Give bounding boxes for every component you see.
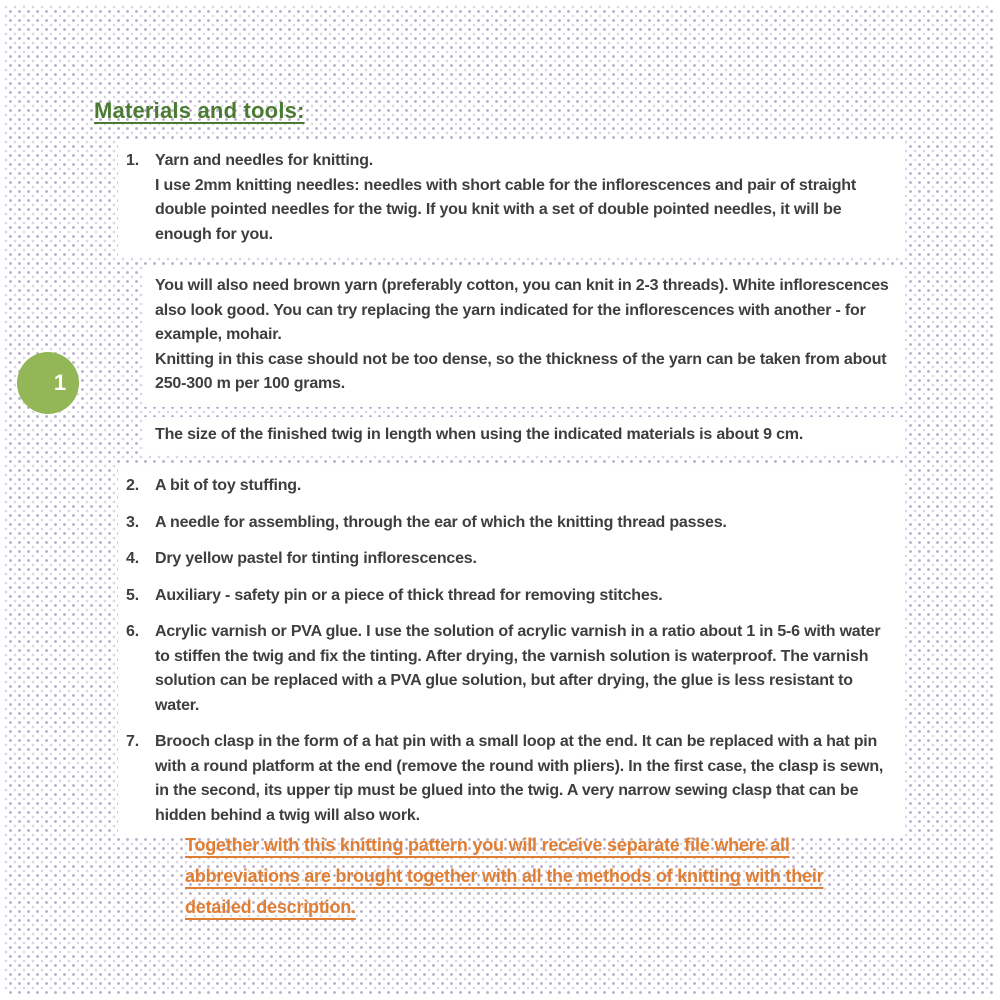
list-item-number: 2. <box>126 477 139 494</box>
page-title: Materials and tools: <box>94 98 305 123</box>
list-item <box>118 140 905 257</box>
list-item <box>118 474 895 499</box>
list-item <box>118 511 895 536</box>
list-item-number: 7. <box>126 733 139 750</box>
list-item-number: 1. <box>126 152 139 169</box>
list-item <box>118 584 895 609</box>
list-item-text: Brooch clasp in the form of a hat pin with a small loop at the end. It can be replaced with a hat pin with a round platform at the end (remove the round with pliers). In the first case, the clasp is sewn, in the second, its upper tip must be glued into the twig. A very narrow sewing clasp that can be hidden behind a twig will also work. <box>155 733 884 824</box>
page-number: 1 <box>53 370 67 395</box>
list-item <box>118 730 895 828</box>
note-yarn <box>143 266 905 407</box>
item1-body: I use 2mm knitting needles: needles with short cable for the inflorescences and pair of straight double pointed needles for the twig. If you knit with a set of double pointed needles, it will be enough for you. <box>155 176 856 243</box>
note-yarn-paragraph-2: Knitting in this case should not be too dense, so the thickness of the yarn can be taken from about 250-300 m per 100 grams. <box>155 350 887 392</box>
list-item-text: A bit of toy stuffing. <box>155 477 302 494</box>
list-item-text <box>155 149 895 247</box>
page-number-badge <box>17 352 79 414</box>
list-item-text: Acrylic varnish or PVA glue. I use the solution of acrylic varnish in a ratio about 1 in 5-6 with water to stiffen the twig and fix the tinting. After drying, the varnish solution is waterproof. The varnish solution can be replaced with a PVA glue solution, but after drying, the glue is less resistant to water. <box>155 623 881 714</box>
list-item-number: 5. <box>126 586 139 604</box>
note-size: The size of the finished twig in length when using the indicated materials is about 9 cm. <box>143 417 905 456</box>
note-yarn-paragraph-1: You will also need brown yarn (preferably cotton, you can knit in 2-3 threads). White inflorescences also look good. You can try replacing the yarn indicated for the inflorescences with another - for example, mohair. <box>155 277 889 343</box>
list-item-number: 4. <box>126 550 139 567</box>
list-item-number: 3. <box>126 513 139 531</box>
list-items-2-7 <box>118 465 905 837</box>
item1-title: Yarn and needles for knitting. <box>155 152 374 169</box>
list-item-text: Auxiliary - safety pin or a piece of thick thread for removing stitches. <box>155 586 663 604</box>
list-item-text: A needle for assembling, through the ear of which the knitting thread passes. <box>155 513 727 531</box>
list-item-number: 6. <box>126 623 139 640</box>
list-item <box>118 547 895 572</box>
materials-list <box>118 140 905 837</box>
bonus-file-note: Together with this knitting pattern you will receive separate file where all abbreviations are brought together with all the methods of knitting with their detailed description. <box>185 835 824 917</box>
list-item-text: Dry yellow pastel for tinting inflorescences. <box>155 550 477 567</box>
list-item <box>118 620 895 718</box>
